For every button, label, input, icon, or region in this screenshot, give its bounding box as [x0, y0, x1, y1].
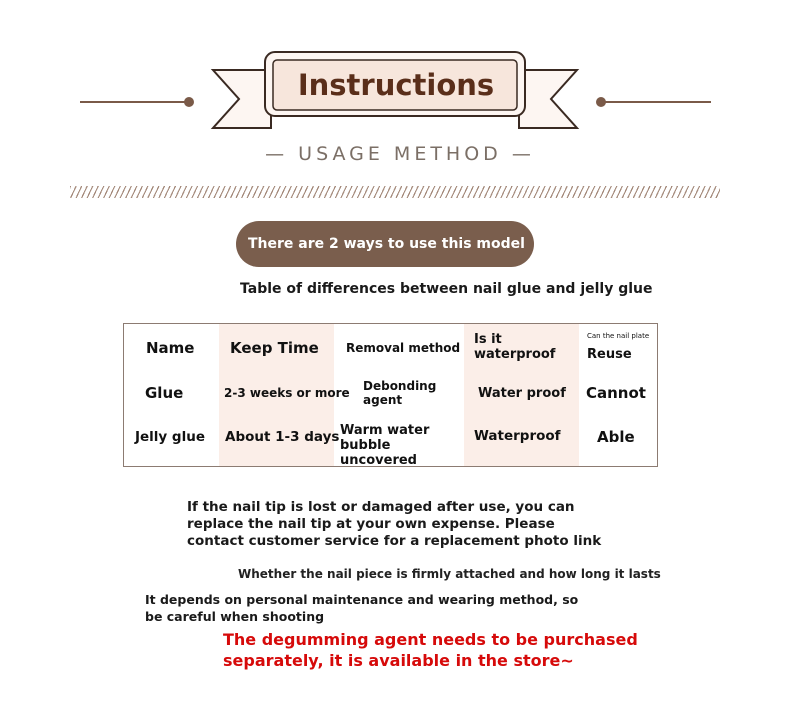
degumming-note: The degumming agent needs to be purchased separately, it is available in the store~ — [223, 630, 638, 670]
page-title: Instructions — [297, 68, 495, 102]
row-glue-keep-time: 2-3 weeks or more — [224, 386, 350, 400]
right-ornament-line — [603, 101, 711, 103]
replacement-note: If the nail tip is lost or damaged after use, you can replace the nail tip at your own expense. Please contact customer service for a replacement photo link — [187, 499, 602, 549]
row-jelly-removal: Warm water bubble uncovered — [340, 423, 430, 468]
header-reuse: Reuse — [587, 347, 632, 362]
table-caption: Table of differences between nail glue and jelly glue — [240, 281, 653, 297]
left-ornament-dot — [184, 97, 194, 107]
row-glue-reuse: Cannot — [586, 384, 646, 402]
header-reuse-small: Can the nail plate — [587, 332, 650, 340]
attachment-note: Whether the nail piece is firmly attached and how long it lasts — [238, 567, 661, 581]
row-jelly-name: Jelly glue — [135, 429, 205, 445]
header-keep-time: Keep Time — [230, 339, 319, 357]
row-jelly-keep-time: About 1-3 days — [225, 429, 340, 445]
usage-ways-banner: There are 2 ways to use this model — [236, 221, 534, 267]
hatched-divider — [70, 186, 720, 198]
row-glue-name: Glue — [145, 384, 184, 402]
maintenance-note: It depends on personal maintenance and wearing method, so be careful when shooting — [145, 592, 579, 624]
header-removal-method: Removal method — [346, 341, 461, 355]
row-jelly-reuse: Able — [597, 428, 635, 446]
left-ornament-line — [80, 101, 188, 103]
row-glue-waterproof: Water proof — [478, 386, 566, 401]
row-jelly-waterproof: Waterproof — [474, 428, 561, 444]
header-waterproof: Is it waterproof — [474, 332, 556, 362]
header-name: Name — [146, 339, 195, 357]
page-subtitle: — USAGE METHOD — — [265, 143, 535, 165]
row-glue-removal: Debonding agent — [363, 379, 437, 407]
right-ornament-dot — [596, 97, 606, 107]
comparison-table — [123, 323, 658, 467]
